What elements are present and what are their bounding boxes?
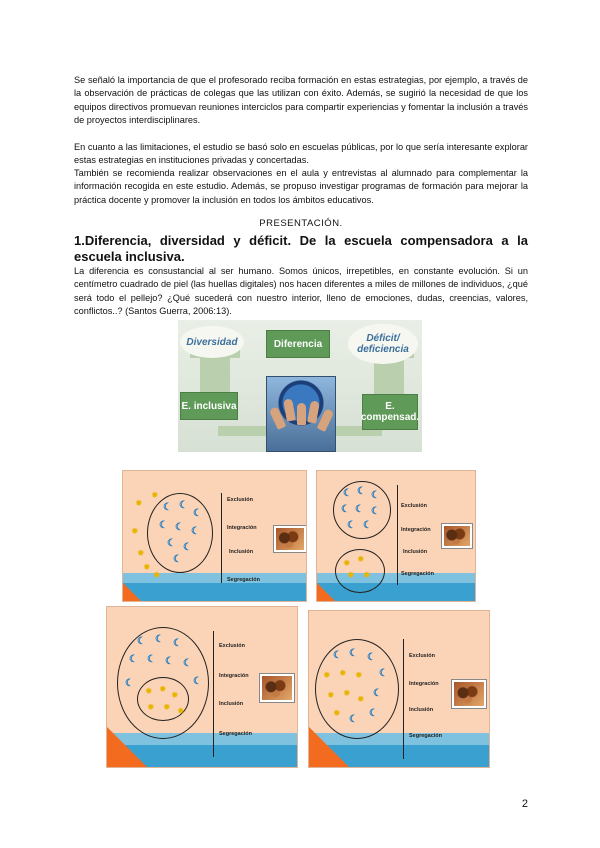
slide3-integracion: Integración — [219, 673, 249, 679]
slide3-exclusion: Exclusión — [219, 643, 245, 649]
presentation-heading: PRESENTACIÓN. — [259, 218, 343, 229]
slide2-exclusion: Exclusión — [401, 503, 427, 509]
slide4-exclusion: Exclusión — [409, 653, 435, 659]
diversidad-label: Diversidad — [180, 326, 244, 358]
hands-globe-image — [266, 376, 336, 452]
compensada-box: E. compensad. — [362, 394, 418, 430]
slide1-integracion: Integración — [227, 525, 257, 531]
paragraph-difference: La diferencia es consustancial al ser humano. Somos únicos, irrepetibles, en constante evolución. Si un centímetro cuadrado de piel (las huellas digitales) nos hacen diferentes a miles de millones de individuos, ¿qué será todo el pellejo? ¿Qué sucederá con nuestro interior, lleno de emociones, dudas, creencias, valores, conflictos..? (Santos Guerra, 2006:13). — [74, 266, 528, 317]
slide4-segregacion: Segregación — [409, 733, 443, 739]
concept-diagram — [178, 320, 422, 452]
slide-integracion: Exclusión Integración Inclusión Segregación ☾ ☾ ☾ ☾ ☾ ☾ ☾ ☾ ✹ ✹ ✹ ✹ — [316, 470, 476, 602]
slide4-inclusion: Inclusión — [409, 707, 434, 713]
slide-exclusion-1: Exclusión Integración Inclusión Segregación ✹ ✹ ✹ ✹ ✹ ✹ ☾ ☾ ☾ ☾ ☾ ☾ ☾ ☾ ☾ — [122, 470, 307, 602]
slide1-inclusion: Inclusión — [229, 549, 254, 555]
slide2-segregacion: Segregación — [401, 571, 435, 577]
slide2-integracion: Integración — [401, 527, 431, 533]
slide3-segregacion: Segregación — [219, 731, 253, 737]
slide1-exclusion: Exclusión — [227, 497, 253, 503]
slide1-segregacion: Segregación — [227, 577, 261, 583]
paragraph-recommendations: También se recomienda realizar observaciones en el aula y entrevistas al alumnado para complementar la información recogida en este estudio. Además, se propuso investigar programas de formación para mejorar la práctica docente y promover la inclusión en todos los ámbitos educativos. — [74, 168, 528, 205]
slide2-inclusion: Inclusión — [403, 549, 428, 555]
children-photo — [441, 523, 473, 549]
children-photo — [273, 525, 307, 553]
paragraph-limitations: En cuanto a las limitaciones, el estudio se basó solo en escuelas públicas, por lo que sería interesante explorar estas estrategias en instituciones privadas y concertadas. — [74, 142, 528, 166]
slide3-inclusion: Inclusión — [219, 701, 244, 707]
slide-inclusion-partial: Exclusión Integración Inclusión Segregación ☾ ☾ ☾ ☾ ☾ ☾ ☾ ☾ ☾ ✹ ✹ ✹ ✹ ✹ ✹ — [106, 606, 298, 768]
slide4-integracion: Integración — [409, 681, 439, 687]
deficit-label: Déficit/ deficiencia — [348, 324, 418, 364]
paragraph-training: Se señaló la importancia de que el profesorado reciba formación en estas estrategias, por ejemplo, a través de la observación de prácticas de colegas que las utilizan con éxito. Además, se sugirió la necesidad de que los equipos directivos promuevan reuniones interciclos para compartir experiencias y fomentar la inclusión a través de proyectos interdisciplinares. — [74, 75, 528, 126]
slide-inclusion-full: Exclusión Integración Inclusión Segregación ☾ ☾ ☾ ☾ ☾ ☾ ☾ ✹ ✹ ✹ ✹ ✹ ✹ ✹ — [308, 610, 490, 768]
section-title: 1.Diferencia, diversidad y déficit. De la escuela compensadora a la escuela inclusiva. — [74, 233, 528, 264]
children-photo — [451, 679, 487, 709]
page-number: 2 — [521, 798, 528, 810]
inclusiva-box: E. inclusiva — [180, 392, 238, 420]
diferencia-box: Diferencia — [266, 330, 330, 358]
children-photo — [259, 673, 295, 703]
